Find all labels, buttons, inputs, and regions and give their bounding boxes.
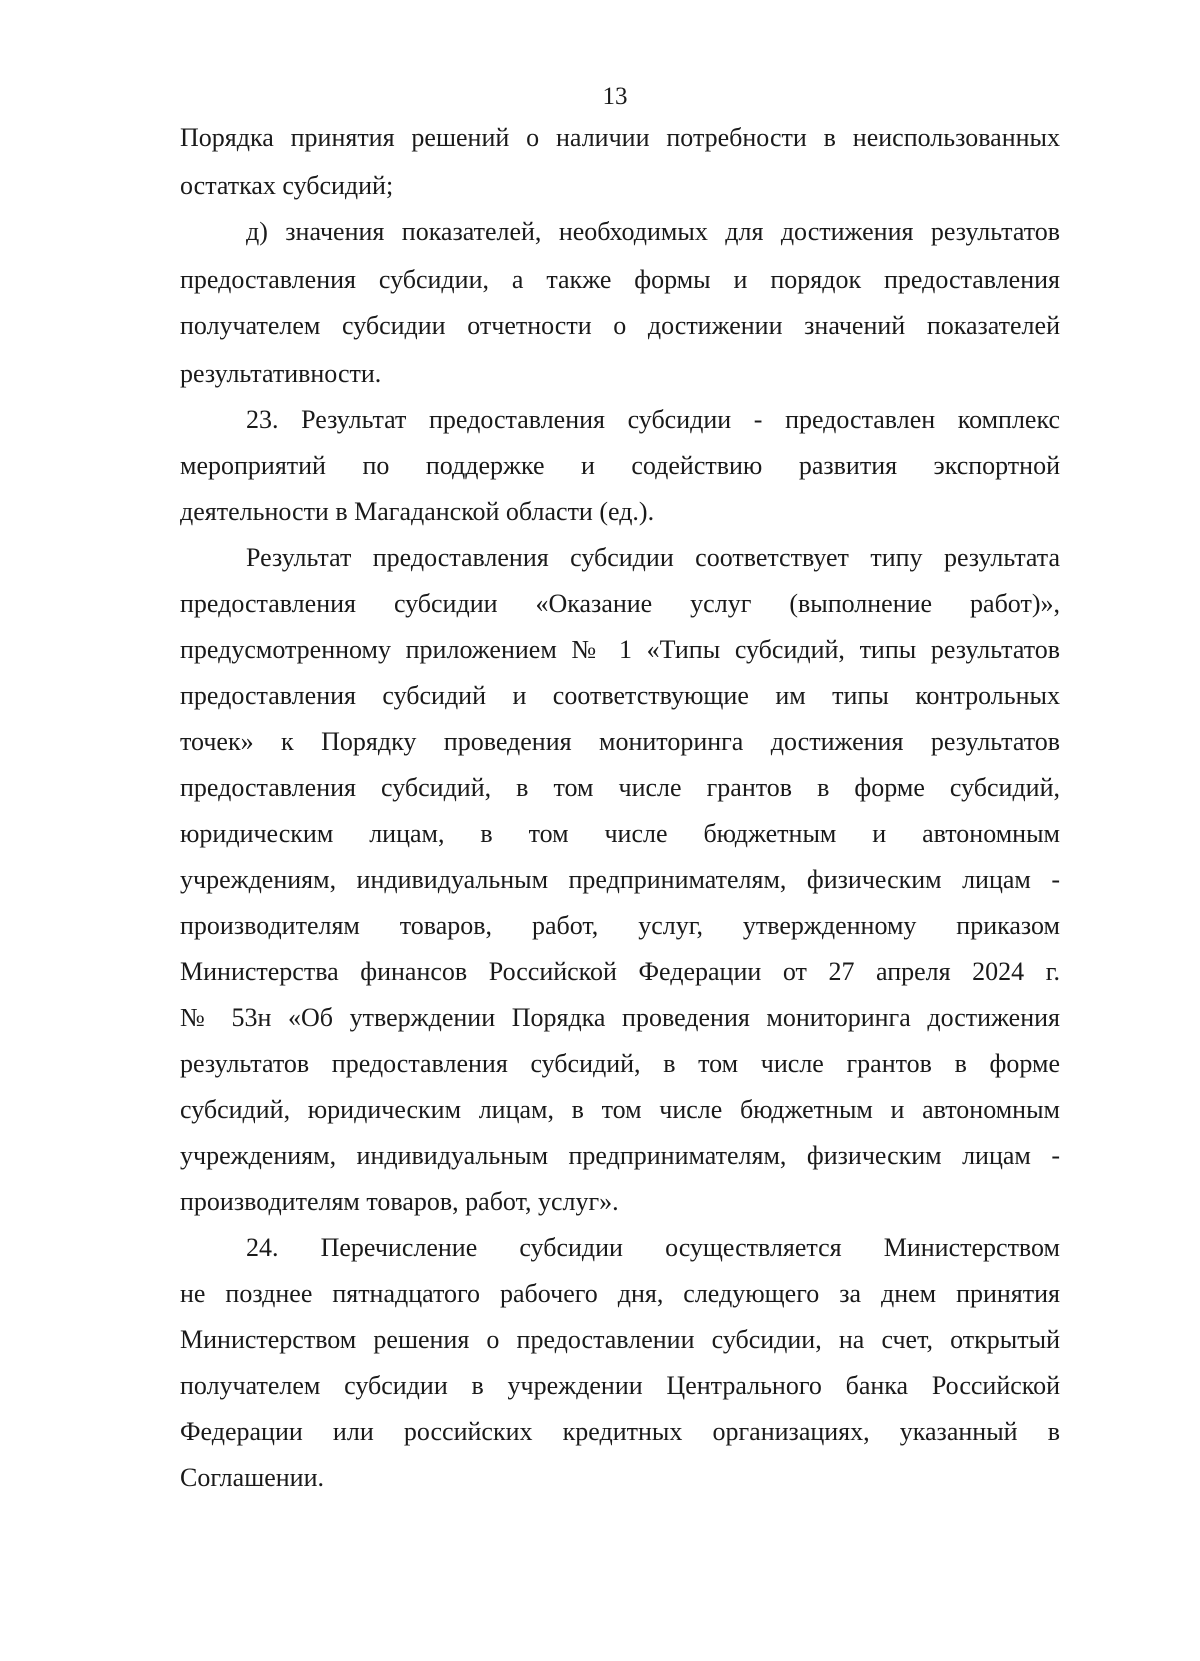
- text-line: Министерством решения о предоставлении субсидии, на счет, открытый: [180, 1325, 1060, 1354]
- text-line: получателем субсидии отчетности о достижении значений показателей: [180, 311, 1060, 340]
- text-line: юридическим лицам, в том числе бюджетным и автономным: [180, 819, 1060, 848]
- text-line: деятельности в Магаданской области (ед.).: [180, 497, 655, 526]
- text-line: д) значения показателей, необходимых для достижения результатов: [246, 217, 1060, 246]
- text-line: остатках субсидий;: [180, 171, 394, 200]
- text-line: предоставления субсидии, а также формы и порядок предоставления: [180, 265, 1060, 294]
- text-line: Порядка принятия решений о наличии потребности в неиспользованных: [180, 123, 1060, 152]
- text-line: результативности.: [180, 359, 382, 388]
- text-line: Министерства финансов Российской Федерации от 27 апреля 2024 г.: [180, 957, 1060, 986]
- text-line: результатов предоставления субсидий, в том числе грантов в форме: [180, 1049, 1060, 1078]
- text-line: предоставления субсидий и соответствующие им типы контрольных: [180, 681, 1060, 710]
- text-line: предоставления субсидии «Оказание услуг (выполнение работ)»,: [180, 589, 1060, 618]
- text-line: предоставления субсидий, в том числе грантов в форме субсидий,: [180, 773, 1060, 802]
- text-line: Результат предоставления субсидии соответствует типу результата: [246, 543, 1060, 572]
- page-number: 13: [602, 83, 628, 110]
- text-line: субсидий, юридическим лицам, в том числе бюджетным и автономным: [180, 1095, 1060, 1124]
- text-line: учреждениям, индивидуальным предпринимателям, физическим лицам -: [180, 1141, 1060, 1170]
- text-line: Федерации или российских кредитных организациях, указанный в: [180, 1417, 1060, 1446]
- text-line: получателем субсидии в учреждении Центрального банка Российской: [180, 1371, 1060, 1400]
- text-line: № 53н «Об утверждении Порядка проведения мониторинга достижения: [180, 1003, 1060, 1032]
- text-line: не позднее пятнадцатого рабочего дня, следующего за днем принятия: [180, 1279, 1060, 1308]
- text-line: 23. Результат предоставления субсидии - предоставлен комплекс: [246, 405, 1060, 434]
- text-line: учреждениям, индивидуальным предпринимателям, физическим лицам -: [180, 865, 1060, 894]
- text-line: производителям товаров, работ, услуг, утвержденному приказом: [180, 911, 1060, 940]
- text-line: мероприятий по поддержке и содействию развития экспортной: [180, 451, 1060, 480]
- text-line: точек» к Порядку проведения мониторинга достижения результатов: [180, 727, 1060, 756]
- text-line: Соглашении.: [180, 1463, 325, 1492]
- text-line: предусмотренному приложением № 1 «Типы субсидий, типы результатов: [180, 635, 1060, 664]
- text-line: производителям товаров, работ, услуг».: [180, 1187, 619, 1216]
- text-line: 24. Перечисление субсидии осуществляется Министерством: [246, 1233, 1060, 1262]
